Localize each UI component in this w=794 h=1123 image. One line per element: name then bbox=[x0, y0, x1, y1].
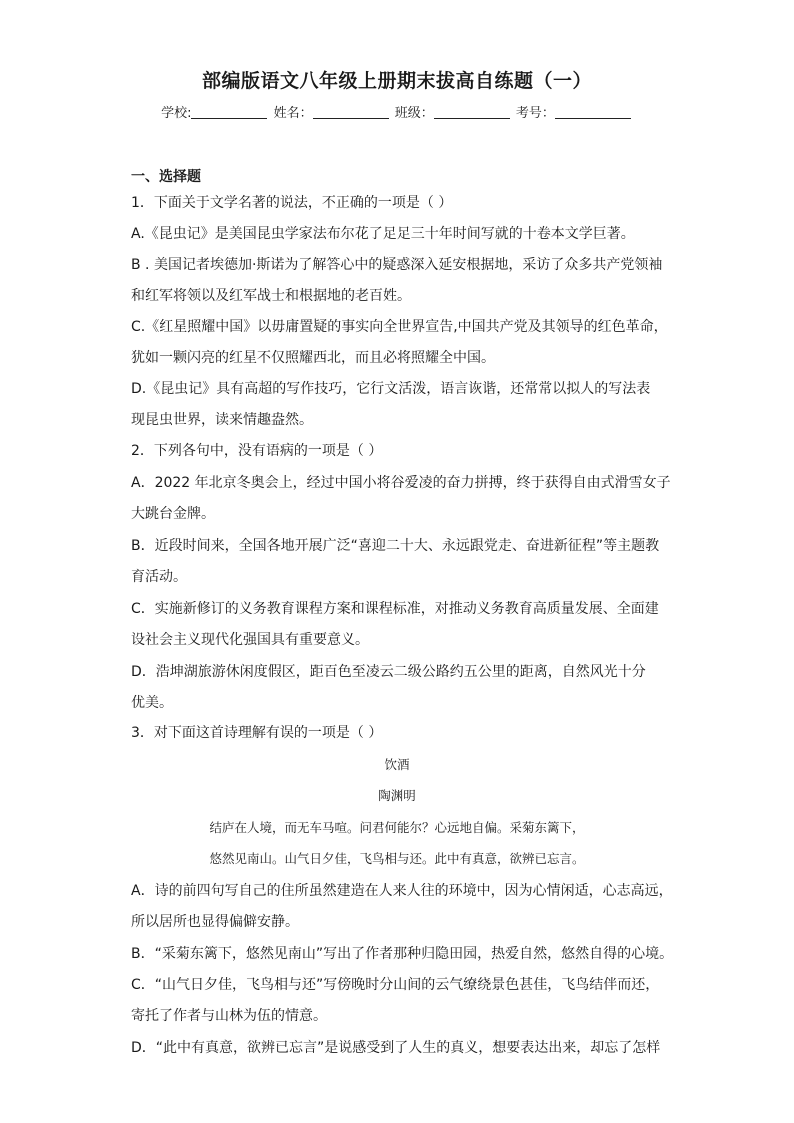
poem-author: 陶渊明 bbox=[378, 788, 416, 803]
q3-option-c-line2: 寄托了作者与山林为伍的情意。 bbox=[131, 1008, 327, 1024]
poem-title: 饮酒 bbox=[384, 757, 410, 772]
q1-option-c-line2: 犹如一颗闪亮的红星不仅照耀西北，而且必将照耀全中国。 bbox=[131, 350, 495, 366]
q3-option-d-line1: D．“此中有真意，欲辨已忘言”是说感受到了人生的真义，想要表达出来，却忘了怎样 bbox=[131, 1040, 661, 1056]
q2-option-d-line2: 优美。 bbox=[131, 695, 173, 711]
section-heading: 一、选择题 bbox=[131, 169, 201, 185]
exam-number-blank bbox=[555, 104, 631, 119]
q3-option-a-line2: 所以居所也显得偏僻安静。 bbox=[131, 914, 299, 930]
class-blank bbox=[434, 104, 510, 119]
exam-number-label: 考号： bbox=[515, 106, 555, 121]
q2-option-b-line2: 育活动。 bbox=[131, 569, 187, 585]
q1-stem: 1．下面关于文学名著的说法，不正确的一项是（ ） bbox=[131, 195, 453, 211]
q2-option-a-line1: A．2022 年北京冬奥会上，经过中国小将谷爱凌的奋力拼搏，终于获得自由式滑雪女子 bbox=[131, 475, 671, 491]
q1-option-d-line2: 现昆虫世界，读来情趣盎然。 bbox=[131, 412, 313, 428]
name-blank bbox=[313, 104, 389, 119]
q3-option-c-line1: C．“山气日夕佳，飞鸟相与还”写傍晚时分山间的云气缭绕景色甚佳，飞鸟结伴而还， bbox=[131, 977, 660, 993]
q1-option-c-line1: C.《红星照耀中国》以毋庸置疑的事实向全世界宣告,中国共产党及其领导的红色革命， bbox=[131, 319, 668, 335]
school-blank bbox=[191, 104, 267, 119]
student-info-row bbox=[0, 102, 794, 121]
q2-option-a-line2: 大跳台金牌。 bbox=[131, 506, 215, 522]
q2-option-b-line1: B．近段时间来，全国各地开展广泛“喜迎二十大、永远跟党走、奋进新征程”等主题教 bbox=[131, 538, 660, 554]
q3-stem: 3．对下面这首诗理解有误的一项是（ ） bbox=[131, 725, 383, 741]
q2-option-c-line2: 设社会主义现代化强国具有重要意义。 bbox=[131, 632, 369, 648]
q2-option-c-line1: C．实施新修订的义务教育课程方案和课程标准，对推动义务教育高质量发展、全面建 bbox=[131, 601, 659, 617]
q1-option-b-line2: 和红军将领以及红军战士和根据地的老百姓。 bbox=[131, 288, 411, 304]
class-label: 班级： bbox=[394, 106, 434, 121]
poem-line-2: 悠然见南山。山气日夕佳，飞鸟相与还。此中有真意，欲辨已忘言。 bbox=[209, 851, 585, 866]
q1-option-a: A.《昆虫记》是美国昆虫学家法布尔花了足足三十年时间写就的十卷本文学巨著。 bbox=[131, 226, 635, 242]
page-title: 部编版语文八年级上册期末拔高自练题（一） bbox=[201, 70, 592, 92]
q2-stem: 2．下列各句中，没有语病的一项是（ ） bbox=[131, 443, 383, 459]
name-label: 姓名： bbox=[273, 106, 313, 121]
q1-option-b-line1: B . 美国记者埃德加·斯诺为了解答心中的疑惑深入延安根据地，采访了众多共产党领袖 bbox=[131, 257, 663, 273]
q1-option-d-line1: D.《昆虫记》具有高超的写作技巧，它行文活泼，语言诙谐，还常常以拟人的写法表 bbox=[131, 381, 651, 397]
poem-line-1: 结庐在人境，而无车马喧。问君何能尔？心远地自偏。采菊东篱下， bbox=[209, 820, 585, 835]
q3-option-b-line1: B．“采菊东篱下，悠然见南山”写出了作者那种归隐田园，热爱自然，悠然自得的心境。 bbox=[131, 946, 674, 962]
q3-option-a-line1: A．诗的前四句写自己的住所虽然建造在人来人往的环境中，因为心情闲适，心志高远， bbox=[131, 883, 673, 899]
school-label: 学校: bbox=[161, 106, 192, 121]
q2-option-d-line1: D．浩坤湖旅游休闲度假区，距百色至凌云二级公路约五公里的距离，自然风光十分 bbox=[131, 664, 646, 680]
